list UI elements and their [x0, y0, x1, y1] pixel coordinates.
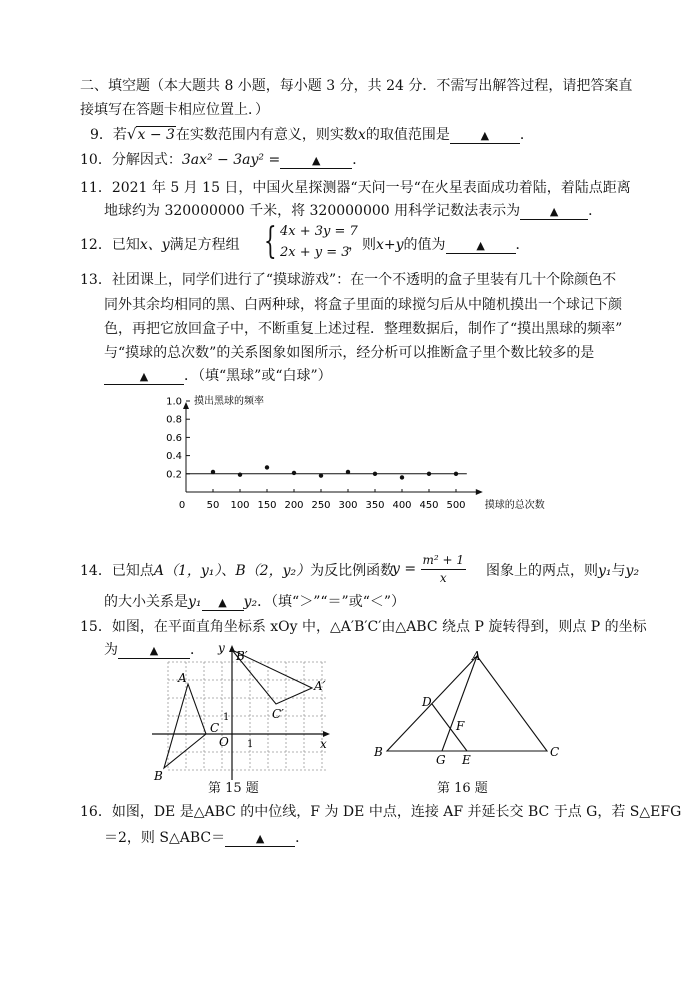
q10-end: ．	[352, 152, 367, 168]
chart-data-point	[373, 472, 377, 476]
label-g-16: G	[436, 753, 446, 766]
q14-func-lhs: y =	[392, 561, 417, 577]
chart-x-tick-label: 100	[230, 500, 250, 511]
chart-data-point	[346, 470, 350, 474]
q14-line2-post: ．（填“＞”“＝”或“＜”）	[257, 594, 406, 610]
q14-point-b: B（2，y₂）	[235, 563, 311, 579]
label-c-16: C	[550, 745, 560, 759]
q14-line2-pre: 的大小关系是	[104, 594, 188, 610]
chart-x-tick-label: 500	[446, 500, 466, 511]
blank-marker: ▲	[476, 239, 485, 252]
q14-post: 图象上的两点，则	[486, 563, 598, 579]
chart-y-tick-label: 0.2	[166, 469, 182, 481]
q11-end: ．	[588, 203, 603, 219]
question-14	[80, 562, 394, 580]
label-one-x: 1	[247, 739, 254, 750]
q14-pre: 已知点	[111, 563, 154, 579]
segment-ag	[442, 656, 477, 751]
triangle-abc-16	[387, 656, 547, 751]
blank-marker: ▲	[218, 596, 227, 609]
blank-marker: ▲	[139, 370, 149, 383]
label-d-16: D	[422, 695, 432, 709]
q14-y1: y₁	[598, 563, 612, 579]
question-10	[80, 151, 366, 169]
chart-x-label: 摸球的总次数	[484, 500, 545, 511]
q10-text: 分解因式：	[111, 152, 182, 168]
label-f-16: F	[456, 719, 465, 733]
chart-x-tick-label: 400	[392, 500, 412, 511]
q14-fraction	[421, 552, 467, 587]
q12-post: ，则	[348, 237, 376, 253]
q11-answer-blank[interactable]	[520, 204, 588, 220]
blank-marker: ▲	[549, 205, 559, 218]
chart-y-tick-label: 0.8	[166, 414, 182, 426]
chart-y-tick-label: 0.4	[166, 451, 182, 463]
figure-15-coordinate-grid	[148, 640, 338, 800]
q13-line1: 社团课上，同学们进行了“摸球游戏”：在一个不透明的盒子里装有几十个除颜色不	[111, 272, 617, 288]
q15-line2-pre: 为	[104, 642, 118, 658]
q14-point-a: A（1，y₁）	[153, 563, 222, 579]
figure-15-caption: 第 15 题	[208, 781, 259, 796]
q12-eq2: 2x + y = 3	[280, 245, 350, 260]
label-e-16: E	[462, 753, 471, 766]
q9-end: ．	[519, 127, 534, 143]
blank-marker: ▲	[480, 129, 490, 142]
question-16	[80, 803, 681, 821]
system-brace: {	[264, 221, 277, 262]
q9-post2: 的取值范围是	[365, 127, 450, 143]
q14-y2-b: y₂	[243, 594, 258, 610]
label-b-16: B	[374, 745, 383, 759]
chart-data-point	[400, 475, 404, 479]
chart-x-tick-label: 300	[338, 500, 358, 511]
chart-x-tick-label: 250	[311, 500, 331, 511]
chart-x-tick-label: 350	[365, 500, 385, 511]
label-b: B	[154, 769, 163, 783]
question-11	[80, 179, 631, 197]
chart-y-label: 摸出黑球的频率	[194, 396, 264, 407]
q9-radicand: x − 3	[137, 127, 175, 143]
frequency-scatter-chart	[160, 392, 560, 532]
chart-y-tick-label: 0.6	[166, 432, 182, 444]
q13-line5-post: ．（填“黑球”或“白球”）	[184, 368, 332, 384]
label-a-16: A	[472, 649, 481, 663]
q14-function	[392, 548, 466, 590]
q9-pre: 若	[112, 127, 127, 143]
q9-number: 9．	[90, 127, 113, 143]
q11-number: 11．	[80, 180, 112, 196]
blank-marker: ▲	[311, 154, 321, 167]
q9-post: 在实数范围内有意义，则实数	[175, 127, 358, 143]
q14-answer-blank[interactable]	[202, 595, 244, 611]
label-one-y: 1	[223, 712, 230, 723]
q14-sep: 、	[221, 563, 236, 579]
q15-line1: 如图，在平面直角坐标系 xOy 中，△A′B′C′由△ABC 绕点 P 旋转得到，则点 P 的坐标	[111, 619, 647, 635]
label-y-axis: y	[218, 641, 225, 655]
q12-answer-blank[interactable]	[446, 238, 516, 254]
q16-answer-blank[interactable]	[225, 831, 295, 847]
chart-data-point	[238, 473, 242, 477]
q14-with: 与	[611, 563, 626, 579]
chart-x-tick-label: 150	[257, 500, 277, 511]
question-14-line2	[104, 593, 405, 611]
label-c: C	[210, 721, 220, 735]
q14-frac-den: x	[439, 570, 447, 585]
q10-expr: 3ax² − 3ay² =	[181, 152, 281, 168]
question-9	[90, 125, 534, 144]
q12-eq1: 4x + 3y = 7	[280, 224, 358, 239]
chart-x-tick-label: 0	[178, 500, 186, 511]
q12-number: 12．	[80, 237, 112, 253]
question-11-line2	[104, 202, 602, 220]
q13-line4: 与“摸球的总次数”的关系图象如图所示，经分析可以推断盒子里个数比较多的是	[104, 345, 595, 361]
label-o: O	[219, 735, 229, 749]
q14-mid: 为反比例函数	[310, 563, 395, 579]
question-15	[80, 618, 647, 636]
q13-line2: 同外其余均相同的黑、白两种球，将盒子里面的球搅匀后从中随机摸出一个球记下颜	[104, 297, 622, 313]
chart-data-point	[427, 472, 431, 476]
blank-marker: ▲	[255, 832, 265, 845]
chart-data-point	[319, 473, 323, 477]
label-c-prime: C′	[272, 707, 284, 721]
chart-x-tick-label: 50	[206, 500, 220, 511]
q9-var: x	[357, 127, 366, 143]
question-13-line5	[104, 367, 332, 385]
label-b-prime: B′	[236, 649, 248, 663]
question-14-tail	[486, 562, 639, 580]
q12-post2: 的值为	[403, 237, 446, 253]
chart-x-tick-label: 200	[284, 500, 304, 511]
chart-x-tick-label: 450	[419, 500, 439, 511]
q12-vars: x、y	[139, 237, 170, 253]
section-heading-cont: 接填写在答题卡相应位置上．）	[80, 102, 269, 118]
blank-marker: ▲	[149, 644, 159, 657]
section-heading: 二、填空题（本大题共 8 小题，每小题 3 分，共 24 分．不需写出解答过程，请把答案直	[80, 78, 633, 94]
q11-line2: 地球约为 320000000 千米，将 320000000 用科学记数法表示为	[104, 203, 521, 219]
figure-16-triangle	[370, 648, 570, 766]
q11-line1: 2021 年 5 月 15 日，中国火星探测器“天问一号“在火星表面成功着陆，着陆点距离	[111, 180, 631, 196]
q14-y2: y₂	[625, 563, 640, 579]
q14-number: 14．	[80, 563, 112, 579]
question-12	[80, 236, 240, 254]
question-12-tail	[348, 236, 530, 254]
q12-end: ．	[515, 237, 530, 253]
label-a: A	[178, 671, 187, 685]
q16-line2-pre: ＝2，则 S△ABC＝	[104, 830, 226, 846]
question-16-line2	[104, 829, 309, 847]
q13-number: 13．	[80, 272, 112, 288]
q14-frac-num: m² + 1	[421, 552, 467, 570]
q15-end: ．	[190, 642, 204, 658]
figure-16-caption: 第 16 题	[437, 781, 488, 796]
q9-answer-blank[interactable]	[450, 128, 520, 144]
q15-number: 15．	[80, 619, 112, 635]
q12-sum: x+y	[376, 237, 404, 253]
label-a-prime: A′	[314, 679, 326, 693]
chart-x-arrow	[476, 489, 483, 495]
chart-data-point	[211, 470, 215, 474]
chart-data-point	[454, 472, 458, 476]
q16-number: 16．	[80, 804, 112, 820]
question-13	[80, 271, 616, 289]
triangle-abc	[164, 684, 206, 768]
chart-data-point	[292, 471, 296, 475]
q13-line3: 色，再把它放回盒子中，不断重复上述过程．整理数据后，制作了“摸出黑球的频率”	[104, 321, 623, 337]
chart-y-arrow	[183, 402, 189, 409]
q10-answer-blank[interactable]	[280, 153, 352, 169]
q13-answer-blank[interactable]	[104, 369, 184, 385]
q12-mid: 满足方程组	[169, 237, 240, 253]
q14-y1-b: y₁	[188, 594, 202, 610]
chart-data-point	[265, 465, 269, 469]
q16-line1: 如图，DE 是△ABC 的中位线，F 为 DE 中点，连接 AF 并延长交 BC 于点 G，若 S△EFG	[111, 804, 682, 820]
sqrt-sign: √	[126, 125, 137, 143]
label-x-axis: x	[320, 737, 327, 751]
q12-pre: 已知	[111, 237, 140, 253]
q10-number: 10．	[80, 152, 112, 168]
q16-end: ．	[295, 830, 310, 846]
chart-y-tick-label: 1.0	[166, 396, 182, 408]
